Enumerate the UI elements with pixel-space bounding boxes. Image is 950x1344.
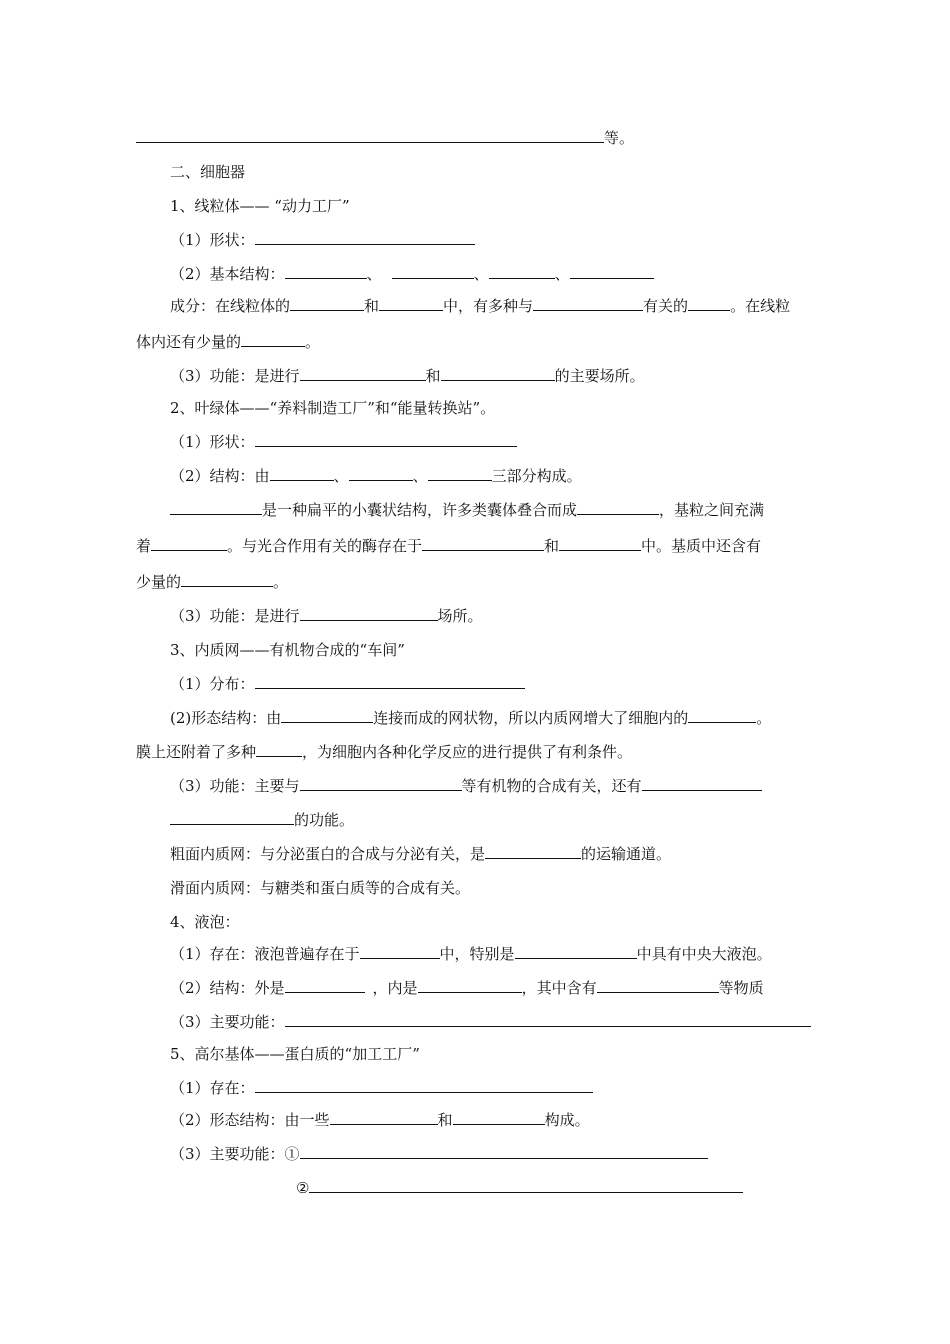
answer-blank[interactable] — [597, 978, 719, 993]
golgi-function-line-1 — [170, 1144, 708, 1164]
golgi-form-line — [170, 1110, 590, 1130]
text: 中，有多种与 — [443, 297, 534, 315]
text: （2）形态结构：由一些 — [170, 1111, 330, 1129]
er-smooth-line: 滑面内质网：与糖类和蛋白质等的合成有关。 — [170, 879, 471, 897]
answer-blank[interactable] — [688, 708, 756, 723]
chloro-title: 2、叶绿体——“养料制造工厂”和“能量转换站”。 — [170, 399, 496, 417]
text: ，基粒之间充满 — [659, 501, 765, 519]
chloro-structure-line — [170, 466, 582, 486]
answer-blank[interactable] — [360, 944, 440, 959]
vacuole-function-line — [170, 1012, 811, 1032]
text: 和 — [437, 1111, 453, 1129]
text: 粗面内质网：与分泌蛋白的合成与分泌有关，是 — [170, 845, 486, 863]
label: （1）形状： — [170, 231, 255, 249]
sep: 、 — [554, 265, 570, 283]
chloro-para-line-3 — [136, 572, 288, 592]
er-title: 3、内质网——有机物合成的“车间” — [170, 641, 405, 659]
answer-blank[interactable] — [441, 366, 555, 381]
text: 等物质 — [718, 979, 764, 997]
label: （1）存在： — [170, 1079, 255, 1097]
answer-blank[interactable] — [577, 500, 659, 515]
sep: 、 — [366, 265, 382, 283]
answer-blank[interactable] — [181, 572, 273, 587]
answer-blank[interactable] — [489, 264, 555, 279]
text: 少量的 — [136, 573, 182, 591]
text: 场所。 — [437, 607, 483, 625]
answer-blank[interactable] — [453, 1110, 545, 1125]
text: ，为细胞内各种化学反应的进行提供了有利条件。 — [302, 743, 633, 761]
answer-blank[interactable] — [255, 230, 475, 245]
text: 膜上还附着了多种 — [136, 743, 257, 761]
er-function-line-2 — [170, 810, 354, 830]
mito-composition-line — [170, 296, 790, 316]
text: 成分：在线粒体的 — [170, 297, 291, 315]
answer-blank[interactable] — [349, 466, 413, 481]
answer-blank[interactable] — [515, 944, 637, 959]
text: 的功能。 — [294, 811, 355, 829]
answer-blank[interactable] — [300, 606, 438, 621]
top-continuation-line — [136, 128, 634, 148]
answer-blank[interactable] — [485, 844, 581, 859]
text: （3）主要功能：① — [170, 1145, 300, 1163]
chloro-function-line — [170, 606, 483, 626]
sep: 、 — [412, 467, 428, 485]
answer-blank[interactable] — [300, 776, 462, 791]
text: 。与光合作用有关的酶存在于 — [227, 537, 423, 555]
answer-blank[interactable] — [379, 296, 443, 311]
label: （1）形状： — [170, 433, 255, 451]
answer-blank[interactable] — [241, 332, 305, 347]
text: 连接而成的网状物，所以内质网增大了细胞内的 — [373, 709, 689, 727]
vacuole-exist-line — [170, 944, 772, 964]
answer-blank[interactable] — [256, 742, 302, 757]
answer-blank[interactable] — [255, 674, 525, 689]
answer-blank[interactable] — [559, 536, 641, 551]
er-form-line-1 — [170, 708, 771, 728]
answer-blank[interactable] — [281, 708, 373, 723]
text: （2）结构：由 — [170, 467, 270, 485]
answer-blank[interactable] — [170, 500, 262, 515]
answer-blank[interactable] — [428, 466, 492, 481]
er-rough-line — [170, 844, 671, 864]
answer-blank[interactable] — [255, 1078, 593, 1093]
answer-blank[interactable] — [255, 432, 517, 447]
text: 着 — [136, 537, 152, 555]
text: 。 — [273, 573, 289, 591]
text: 和 — [364, 297, 380, 315]
text: 等有机物的合成有关，还有 — [461, 777, 642, 795]
line-text: 等。 — [604, 129, 635, 147]
answer-blank[interactable] — [136, 128, 604, 143]
answer-blank[interactable] — [533, 296, 643, 311]
answer-blank[interactable] — [330, 1110, 438, 1125]
er-function-line-1 — [170, 776, 762, 796]
text: 中。基质中还含有 — [641, 537, 762, 555]
answer-blank[interactable] — [309, 1178, 743, 1193]
mito-composition-line-2 — [136, 332, 320, 352]
text: （1）存在：液泡普遍存在于 — [170, 945, 360, 963]
text: （2）结构：外是 — [170, 979, 285, 997]
text: 和 — [544, 537, 560, 555]
answer-blank[interactable] — [418, 978, 522, 993]
text: 体内还有少量的 — [136, 333, 242, 351]
vacuole-structure-line — [170, 978, 764, 998]
text: 中具有中央大液泡。 — [636, 945, 772, 963]
text: 的主要场所。 — [554, 367, 645, 385]
mito-title: 1、线粒体—— “动力工厂” — [170, 197, 350, 215]
mito-shape-line — [170, 230, 475, 250]
er-form-line-2 — [136, 742, 632, 762]
text: 和 — [425, 367, 441, 385]
text: 。 — [305, 333, 321, 351]
answer-blank[interactable] — [392, 264, 474, 279]
answer-blank[interactable] — [300, 1144, 708, 1159]
text: 是一种扁平的小囊状结构，许多类囊体叠合而成 — [262, 501, 578, 519]
answer-blank[interactable] — [688, 296, 730, 311]
answer-blank[interactable] — [290, 296, 364, 311]
text: 。在线粒 — [730, 297, 791, 315]
text: （3）功能：主要与 — [170, 777, 300, 795]
answer-blank[interactable] — [151, 536, 227, 551]
answer-blank[interactable] — [422, 536, 544, 551]
answer-blank[interactable] — [285, 1012, 811, 1027]
mito-function-line — [170, 366, 645, 386]
text: (2)形态结构：由 — [170, 709, 282, 727]
text: 构成。 — [544, 1111, 590, 1129]
mito-structure-line — [170, 264, 654, 284]
text: 有关的 — [643, 297, 689, 315]
chloro-shape-line — [170, 432, 517, 452]
label: （3）主要功能： — [170, 1013, 285, 1031]
er-distribution-line — [170, 674, 525, 694]
section-title: 二、细胞器 — [170, 163, 246, 181]
text: （3）功能：是进行 — [170, 367, 300, 385]
sep: 、 — [473, 265, 489, 283]
golgi-title: 5、高尔基体——蛋白质的“加工工厂” — [170, 1045, 420, 1063]
answer-blank[interactable] — [285, 978, 365, 993]
text: 三部分构成。 — [491, 467, 582, 485]
answer-blank[interactable] — [270, 466, 334, 481]
label: （2）基本结构： — [170, 265, 285, 283]
text: 的运输通道。 — [581, 845, 672, 863]
answer-blank[interactable] — [642, 776, 762, 791]
text: 中，特别是 — [439, 945, 515, 963]
chloro-para-line-2 — [136, 536, 761, 556]
answer-blank[interactable] — [170, 810, 294, 825]
chloro-para-line-1 — [170, 500, 764, 520]
answer-blank[interactable] — [285, 264, 367, 279]
text: ，其中含有 — [521, 979, 597, 997]
text: （3）功能：是进行 — [170, 607, 300, 625]
answer-blank[interactable] — [300, 366, 426, 381]
golgi-exist-line — [170, 1078, 593, 1098]
golgi-function-line-2 — [296, 1178, 743, 1198]
label: （1）分布： — [170, 675, 255, 693]
text: ② — [296, 1179, 310, 1197]
answer-blank[interactable] — [570, 264, 654, 279]
text: 。 — [756, 709, 772, 727]
text: ，内是 — [372, 979, 418, 997]
vacuole-title: 4、液泡： — [170, 913, 240, 931]
sep: 、 — [333, 467, 349, 485]
